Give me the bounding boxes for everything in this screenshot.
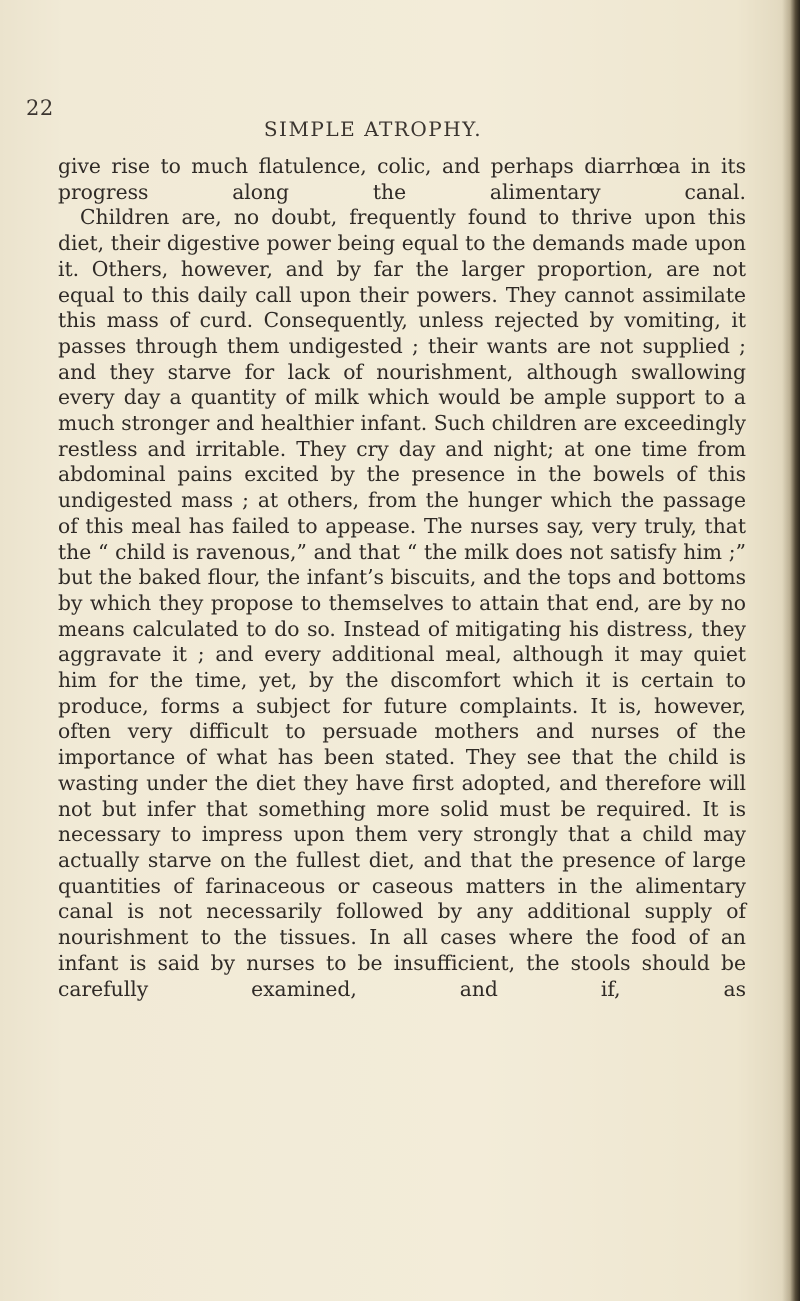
paragraph-continuation: give rise to much flatulence, colic, and perhaps diarrhœa in its progress along the alimentary canal. (58, 154, 746, 204)
running-title: SIMPLE ATROPHY. (263, 117, 483, 141)
page-number: 22 (26, 96, 54, 120)
paragraph-main: Children are, no doubt, frequently found to thrive upon this diet, their digestive power being equal to the demands made upon it. Others, however, and by far the larger proportion, are not equal to this daily call upon their powers. They cannot assimilate this mass of curd. Consequently, unless rejected by vomiting, it passes through them undigested ; their wants are not supplied ; and they starve for lack of nourishment, although swallowing every day a quantity of milk which would be ample support to a much stronger and healthier infant. Such children are exceedingly restless and irritable. They cry day and night; at one time from abdominal pains excited by the presence in the bowels of this undigested mass ; at others, from the hunger which the passage of this meal has failed to appease. The nurses say, very truly, that the “ child is ravenous,” and that “ the milk does not satisfy him ;” but the baked flour, the infant’s biscuits, and the tops and bottoms by which they propose to themselves to attain that end, are by no means calculated to do so. Instead of mitigating his distress, they aggravate it ; and every additional meal, although it may quiet him for the time, yet, by the discomfort which it is certain to produce, forms a subject for future complaints. It is, however, often very difficult to persuade mothers and nurses of the importance of what has been stated. They see that the child is wasting under the diet they have first adopted, and therefore will not but infer that something more solid must be required. It is necessary to impress upon them very strongly that a child may actually starve on the fullest diet, and that the presence of large quantities of farinaceous or caseous matters in the alimentary canal is not necessarily followed by any additional supply of nourishment to the tissues. In all cases where the food of an infant is said by nurses to be insufficient, the stools should be carefully examined, and if, as (58, 205, 746, 1001)
page-body (58, 154, 746, 1002)
binding-edge-shadow (782, 0, 800, 1301)
